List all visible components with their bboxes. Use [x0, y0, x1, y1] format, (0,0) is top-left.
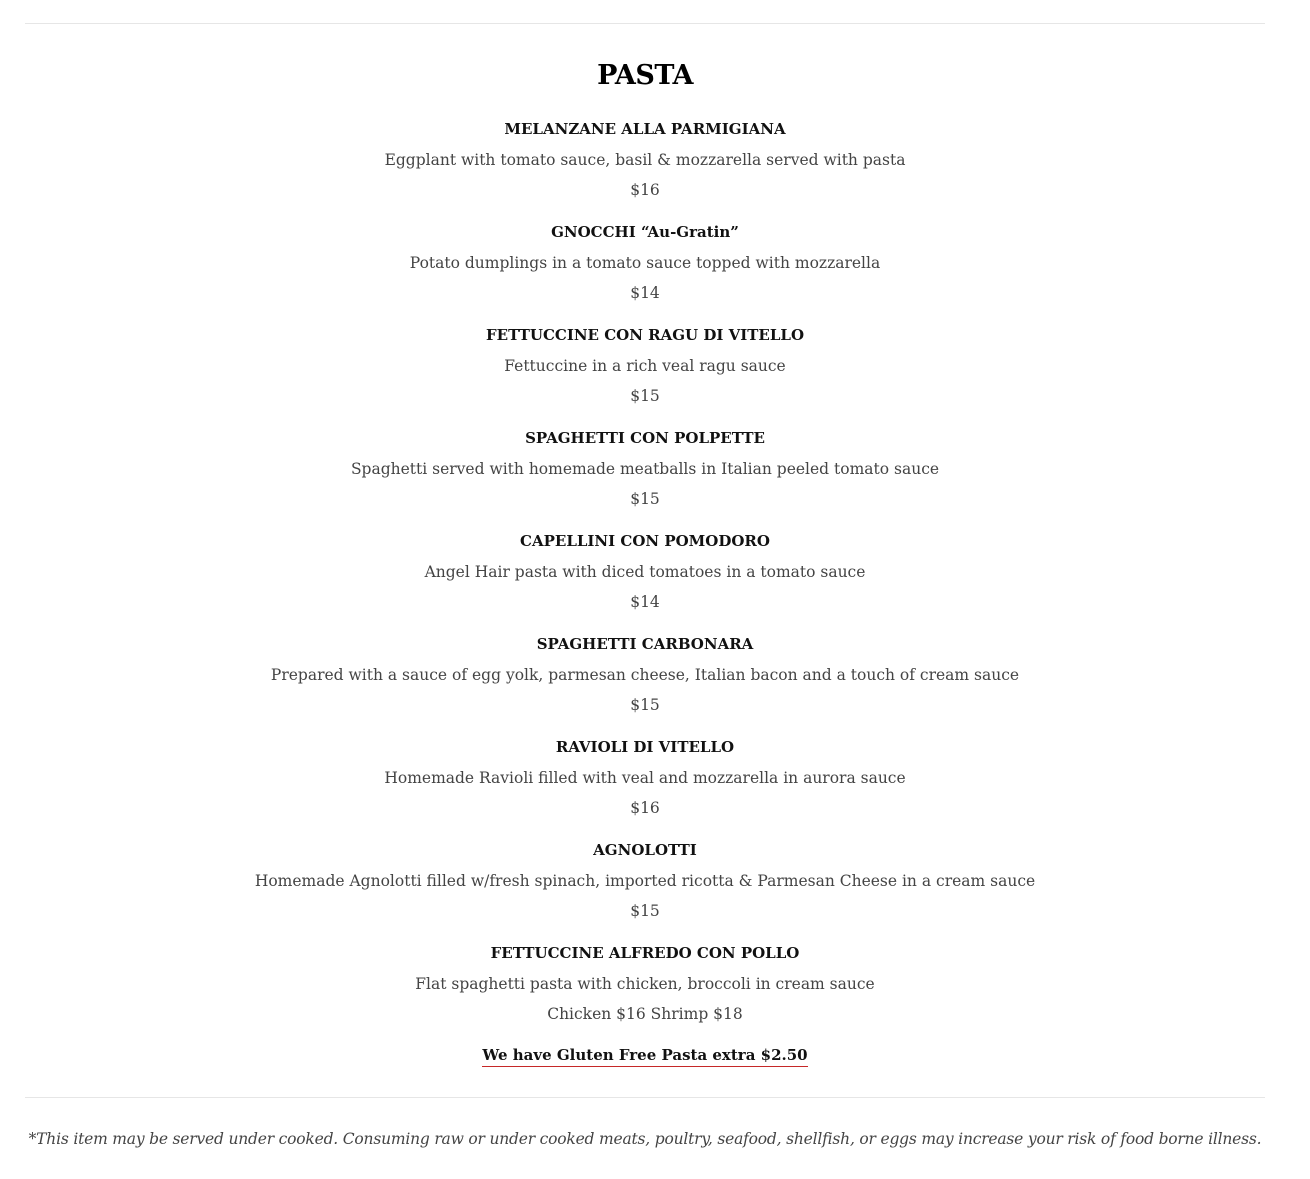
item-description: Angel Hair pasta with diced tomatoes in a tomato sauce — [424, 563, 866, 581]
food-safety-disclaimer: *This item may be served under cooked. Consuming raw or under cooked meats, poultry, seafood, shellfish, or eggs may increase your risk of food borne illness. — [28, 1130, 1262, 1148]
menu-item — [0, 426, 1290, 529]
item-description: Prepared with a sauce of egg yolk, parmesan cheese, Italian bacon and a touch of cream sauce — [270, 666, 1020, 684]
item-description: Homemade Ravioli filled with veal and mozzarella in aurora sauce — [384, 769, 906, 787]
menu-item — [0, 632, 1290, 735]
gluten-free-pasta-link[interactable]: We have Gluten Free Pasta extra $2.50 — [482, 1044, 807, 1067]
menu-item — [0, 838, 1290, 941]
item-description: Spaghetti served with homemade meatballs in Italian peeled tomato sauce — [350, 460, 940, 478]
item-price: $15 — [630, 490, 660, 508]
bottom-divider — [25, 1097, 1265, 1098]
item-name: FETTUCCINE ALFREDO CON POLLO — [490, 944, 800, 962]
item-price: $15 — [630, 387, 660, 405]
item-description: Flat spaghetti pasta with chicken, broccoli in cream sauce — [415, 975, 875, 993]
item-name: FETTUCCINE CON RAGU DI VITELLO — [485, 326, 805, 344]
item-price: Chicken $16 Shrimp $18 — [547, 1005, 743, 1023]
item-name: GNOCCHI “Au-Gratin” — [551, 223, 739, 241]
menu-item — [0, 220, 1290, 323]
item-description: Potato dumplings in a tomato sauce topped with mozzarella — [409, 254, 881, 272]
item-name: CAPELLINI CON POMODORO — [520, 532, 770, 550]
pasta-menu-section — [0, 56, 1290, 1067]
item-price: $16 — [630, 181, 660, 199]
item-name: MELANZANE ALLA PARMIGIANA — [504, 120, 786, 138]
top-divider — [25, 23, 1265, 24]
menu-item — [0, 323, 1290, 426]
item-name: RAVIOLI DI VITELLO — [555, 738, 735, 756]
item-description: Homemade Agnolotti filled w/fresh spinach, imported ricotta & Parmesan Cheese in a cream sauce — [254, 872, 1036, 890]
menu-item — [0, 941, 1290, 1044]
item-description: Fettuccine in a rich veal ragu sauce — [504, 357, 786, 375]
item-name: SPAGHETTI CON POLPETTE — [525, 429, 765, 447]
item-price: $14 — [630, 284, 660, 302]
menu-item-list — [0, 117, 1290, 1044]
item-price: $16 — [630, 799, 660, 817]
section-title: PASTA — [597, 60, 693, 91]
item-price: $15 — [630, 696, 660, 714]
menu-item — [0, 735, 1290, 838]
item-price: $14 — [630, 593, 660, 611]
item-name: SPAGHETTI CARBONARA — [536, 635, 754, 653]
item-name: AGNOLOTTI — [593, 841, 697, 859]
item-description: Eggplant with tomato sauce, basil & mozzarella served with pasta — [384, 151, 906, 169]
menu-item — [0, 117, 1290, 220]
item-price: $15 — [630, 902, 660, 920]
menu-item — [0, 529, 1290, 632]
